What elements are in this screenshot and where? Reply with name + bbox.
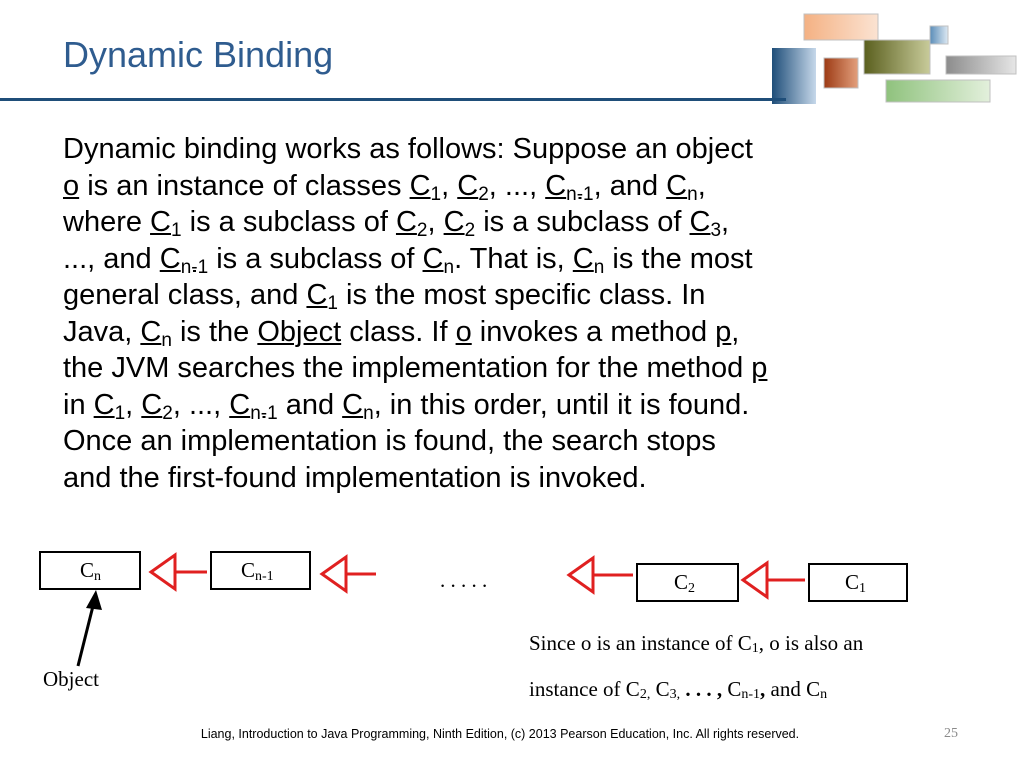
class-box-c2-label: C2 xyxy=(674,570,696,596)
method-p: p xyxy=(715,315,732,348)
body-line-5: general class, and $C_1$ is the most specific class. In xyxy=(63,279,706,314)
object-class-ref: Object xyxy=(257,315,342,348)
class-ref: $C_1$ xyxy=(306,279,338,314)
body-line-6: Java, $C_n$ is the Object class. If o invokes a method p, xyxy=(63,315,740,351)
class-ref: $C_n$ xyxy=(342,388,374,424)
object-o: o xyxy=(63,169,80,202)
body-line-7: the JVM searches the implementation for the method p xyxy=(63,352,768,384)
class-ref: $C_2$ xyxy=(395,206,428,241)
class-ref: $C_{n-1}$ xyxy=(159,242,209,278)
class-box-cn-label: Cn xyxy=(80,558,102,584)
body-line-2: o is an instance of classes $C_1$, $C_2$, ..., $C_{n-1}$, and $C_n$, xyxy=(63,169,706,205)
class-ref: $C_1$ xyxy=(409,169,442,205)
class-ref: $C_n$ xyxy=(572,242,605,278)
inheritance-arrow-2 xyxy=(322,557,376,591)
object-label: Object xyxy=(43,667,99,691)
class-ref: $C_2$ xyxy=(141,388,173,424)
inheritance-arrow-3 xyxy=(569,558,633,592)
body-line-3: where $C_1$ is a subclass of $C_2$, $C_2$ is a subclass of $C_3$, xyxy=(63,206,730,241)
text-run: is an instance of classes xyxy=(79,169,410,202)
class-ref: $C_n$ xyxy=(666,169,698,205)
class-ref: $C_1$ xyxy=(150,206,182,241)
class-box-c1-label: C1 xyxy=(845,570,867,596)
method-p: p xyxy=(751,352,768,384)
explanation-note-line-1: Since o is an instance of $C_1$, o is also an xyxy=(529,631,864,656)
class-box-cn-1-label: Cn-1 xyxy=(241,558,274,584)
inheritance-arrow-4 xyxy=(743,563,805,597)
body-line-8: in $C_1$, $C_2$, ..., $C_{n-1}$ and $C_n$, in this order, until it is found. xyxy=(63,388,750,424)
page-number: 25 xyxy=(944,726,958,741)
object-o: o xyxy=(455,315,472,348)
class-ref: $C_1$ xyxy=(93,388,126,424)
class-ref: $C_2$ xyxy=(457,169,489,205)
inheritance-arrow-1 xyxy=(151,555,207,589)
explanation-note-line-2: instance of $C_{2,}$ $C_{3,}$ . . . , $C_{n-1}$, and $C_n$ xyxy=(529,677,828,702)
text-run: Dynamic binding works as follows: Suppose an object xyxy=(63,133,753,165)
body-line-9: Once an implementation is found, the search stops xyxy=(63,425,716,457)
class-ref: $C_{n-1}$ xyxy=(229,388,278,424)
class-ref: $C_n$ xyxy=(140,315,172,351)
body-line-4: ..., and $C_{n-1}$ is a subclass of $C_n$. That is, $C_n$ is the most xyxy=(63,242,753,278)
class-ref: $C_2$ xyxy=(443,206,476,241)
copyright-footer: Liang, Introduction to Java Programming, Ninth Edition, (c) 2013 Pearson Education, Inc. All rights reserved. xyxy=(200,727,800,741)
body-line-10: and the first-found implementation is invoked. xyxy=(63,461,647,494)
class-ref: $C_{n-1}$ xyxy=(545,169,594,205)
ellipsis-dots: . . . . . xyxy=(440,568,488,592)
slide-title: Dynamic Binding xyxy=(63,34,334,75)
class-ref: $C_n$ xyxy=(422,242,455,278)
object-pointer-arrow xyxy=(78,590,102,666)
class-ref: $C_3$ xyxy=(689,206,722,241)
